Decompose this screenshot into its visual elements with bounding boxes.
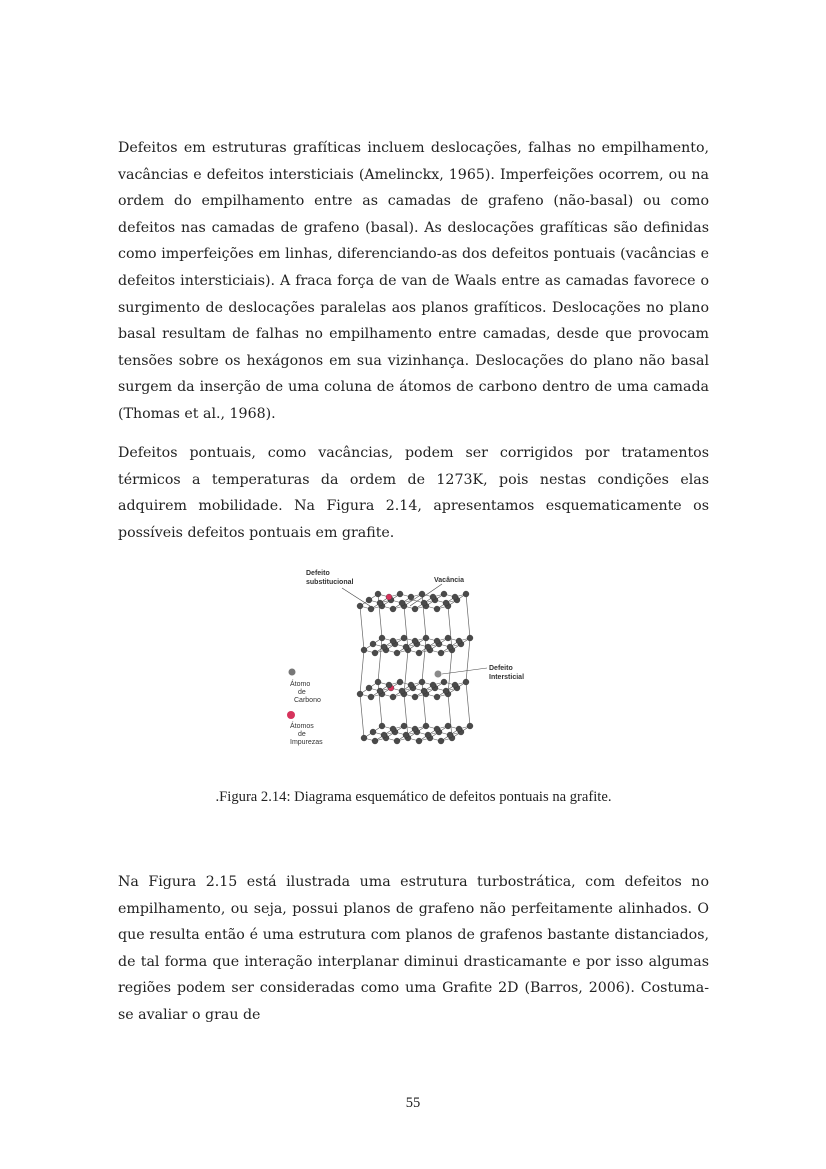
- carbon-atom: [434, 606, 440, 612]
- carbon-atom: [386, 682, 392, 688]
- carbon-atom: [390, 694, 396, 700]
- carbon-atom: [377, 600, 383, 606]
- carbon-atom: [390, 726, 396, 732]
- carbon-atom: [375, 591, 381, 597]
- carbon-atom: [381, 732, 387, 738]
- carbon-atom: [463, 679, 469, 685]
- carbon-atom: [394, 650, 400, 656]
- paragraph-turbostratic: Na Figura 2.15 está ilustrada uma estrutura turbostrática, com defeitos no empilhamento, ou seja, possui planos de grafeno não perfeitamente alinhados. O que resulta então é uma estrutura com planos de grafenos bastante distanciados, de tal forma que interação interplanar diminui drasticamante e por isso algumas regiões podem ser consideradas como uma Grafite 2D (Barros, 2006). Costuma-se avaliar o grau de: [118, 874, 709, 1023]
- carbon-atom: [399, 688, 405, 694]
- label-carbon-3: Carbono: [294, 697, 321, 704]
- carbon-atom: [361, 647, 367, 653]
- interlayer-line: [466, 638, 470, 682]
- label-impurity-2: de: [298, 731, 306, 738]
- carbon-atom: [372, 650, 378, 656]
- legend-carbon-dot: [289, 669, 296, 676]
- paragraph-point-defects: Defeitos pontuais, como vacâncias, podem ser corrigidos por tratamentos térmicos a temperaturas da ordem de 1273K, pois nestas condições elas adquirem mobilidade. Na Figura 2.14, apresentamos esquematicamente os possíveis defeitos pontuais em grafite.: [118, 445, 709, 541]
- carbon-atom: [434, 694, 440, 700]
- carbon-atom: [377, 688, 383, 694]
- carbon-atom: [419, 679, 425, 685]
- carbon-atom: [357, 603, 363, 609]
- label-impurity-1: Átomos: [290, 723, 314, 730]
- carbon-atom: [408, 594, 414, 600]
- impurity-atom: [386, 594, 392, 600]
- carbon-atom: [467, 723, 473, 729]
- carbon-atom: [412, 726, 418, 732]
- carbon-atom: [441, 679, 447, 685]
- carbon-atom: [456, 638, 462, 644]
- carbon-atom: [412, 606, 418, 612]
- carbon-atom: [443, 600, 449, 606]
- carbon-atom: [357, 691, 363, 697]
- carbon-atom: [416, 650, 422, 656]
- interlayer-line: [360, 650, 364, 694]
- carbon-atom: [416, 738, 422, 744]
- carbon-atom: [379, 635, 385, 641]
- carbon-atom: [430, 682, 436, 688]
- carbon-atom: [423, 723, 429, 729]
- carbon-atom: [397, 679, 403, 685]
- carbon-atom: [445, 723, 451, 729]
- carbon-atom: [397, 591, 403, 597]
- carbon-atom: [434, 726, 440, 732]
- carbon-atom: [381, 644, 387, 650]
- carbon-atom: [412, 638, 418, 644]
- interlayer-line: [360, 694, 364, 738]
- paragraph-defects-intro: Defeitos em estruturas grafíticas incluem deslocações, falhas no empilhamento, vacâncias e defeitos intersticiais (Amelinckx, 1965). Imperfeições ocorrem, ou na ordem do empilhamento entre as camadas de grafeno (não-basal) ou como defeitos nas camadas de grafeno (basal). As deslocações grafíticas são definidas como imperfeições em linhas, diferenciando-as dos defeitos pontuais (vacâncias e defeitos intersticiais). A fraca força de van de Waals entre as camadas favorece o surgimento de deslocações paralelas aos planos grafíticos. Deslocações no plano basal resultam de falhas no empilhamento entre camadas, desde que provocam tensões sobre os hexágonos em sua vizinhança. Deslocações do plano não basal surgem da inserção de uma coluna de átomos de carbono dentro de uma camada (Thomas et al., 1968).: [118, 140, 709, 422]
- interlayer-line: [360, 606, 364, 650]
- carbon-atom: [445, 635, 451, 641]
- carbon-atom: [425, 732, 431, 738]
- carbon-atom: [390, 606, 396, 612]
- carbon-atom: [401, 723, 407, 729]
- carbon-atom: [372, 738, 378, 744]
- interlayer-line: [466, 682, 470, 726]
- carbon-atom: [447, 732, 453, 738]
- carbon-atom: [447, 644, 453, 650]
- carbon-atom: [379, 723, 385, 729]
- label-impurity-3: Impurezas: [290, 739, 323, 746]
- carbon-atom: [366, 685, 372, 691]
- carbon-atom: [430, 594, 436, 600]
- label-carbon-2: de: [298, 689, 306, 696]
- carbon-atom: [421, 688, 427, 694]
- carbon-atom: [443, 688, 449, 694]
- carbon-atom: [438, 650, 444, 656]
- carbon-atom: [412, 694, 418, 700]
- label-carbon-1: Átomo: [290, 681, 311, 688]
- carbon-atom: [438, 738, 444, 744]
- carbon-atom: [361, 735, 367, 741]
- carbon-atom: [434, 638, 440, 644]
- carbon-atom: [390, 638, 396, 644]
- carbon-atom: [370, 729, 376, 735]
- carbon-atom: [463, 591, 469, 597]
- interlayer-line: [448, 606, 452, 650]
- label-interstitial-1: Defeito: [489, 665, 513, 672]
- interlayer-line: [466, 594, 470, 638]
- carbon-atom: [408, 682, 414, 688]
- carbon-atom: [452, 594, 458, 600]
- interlayer-line: [378, 638, 382, 682]
- carbon-atom: [423, 635, 429, 641]
- carbon-atom: [375, 679, 381, 685]
- carbon-atom: [467, 635, 473, 641]
- figure-caption: .Figura 2.14: Diagrama esquemático de defeitos pontuais na grafite.: [215, 789, 612, 805]
- legend-impurity-dot: [287, 711, 295, 719]
- interlayer-line: [404, 606, 408, 650]
- label-substitutional-2: substitucional: [306, 579, 354, 586]
- carbon-atom: [403, 644, 409, 650]
- label-vacancy: Vacância: [434, 577, 464, 584]
- carbon-atom: [366, 597, 372, 603]
- interlayer-line: [404, 694, 408, 738]
- interlayer-line: [422, 638, 426, 682]
- carbon-atom: [370, 641, 376, 647]
- carbon-atom: [403, 732, 409, 738]
- carbon-atom: [399, 600, 405, 606]
- graphite-lattice-diagram: [357, 591, 473, 744]
- carbon-atom: [452, 682, 458, 688]
- carbon-atom: [368, 694, 374, 700]
- interstitial-atom: [435, 671, 442, 678]
- carbon-atom: [456, 726, 462, 732]
- interlayer-line: [448, 694, 452, 738]
- graphite-defects-figure: [282, 562, 544, 777]
- carbon-atom: [441, 591, 447, 597]
- label-interstitial-2: Intersticial: [489, 674, 525, 681]
- carbon-atom: [421, 600, 427, 606]
- label-substitutional-1: Defeito: [306, 570, 330, 577]
- carbon-atom: [394, 738, 400, 744]
- carbon-atom: [368, 606, 374, 612]
- carbon-atom: [401, 635, 407, 641]
- carbon-atom: [425, 644, 431, 650]
- page-number: 55: [405, 1095, 421, 1111]
